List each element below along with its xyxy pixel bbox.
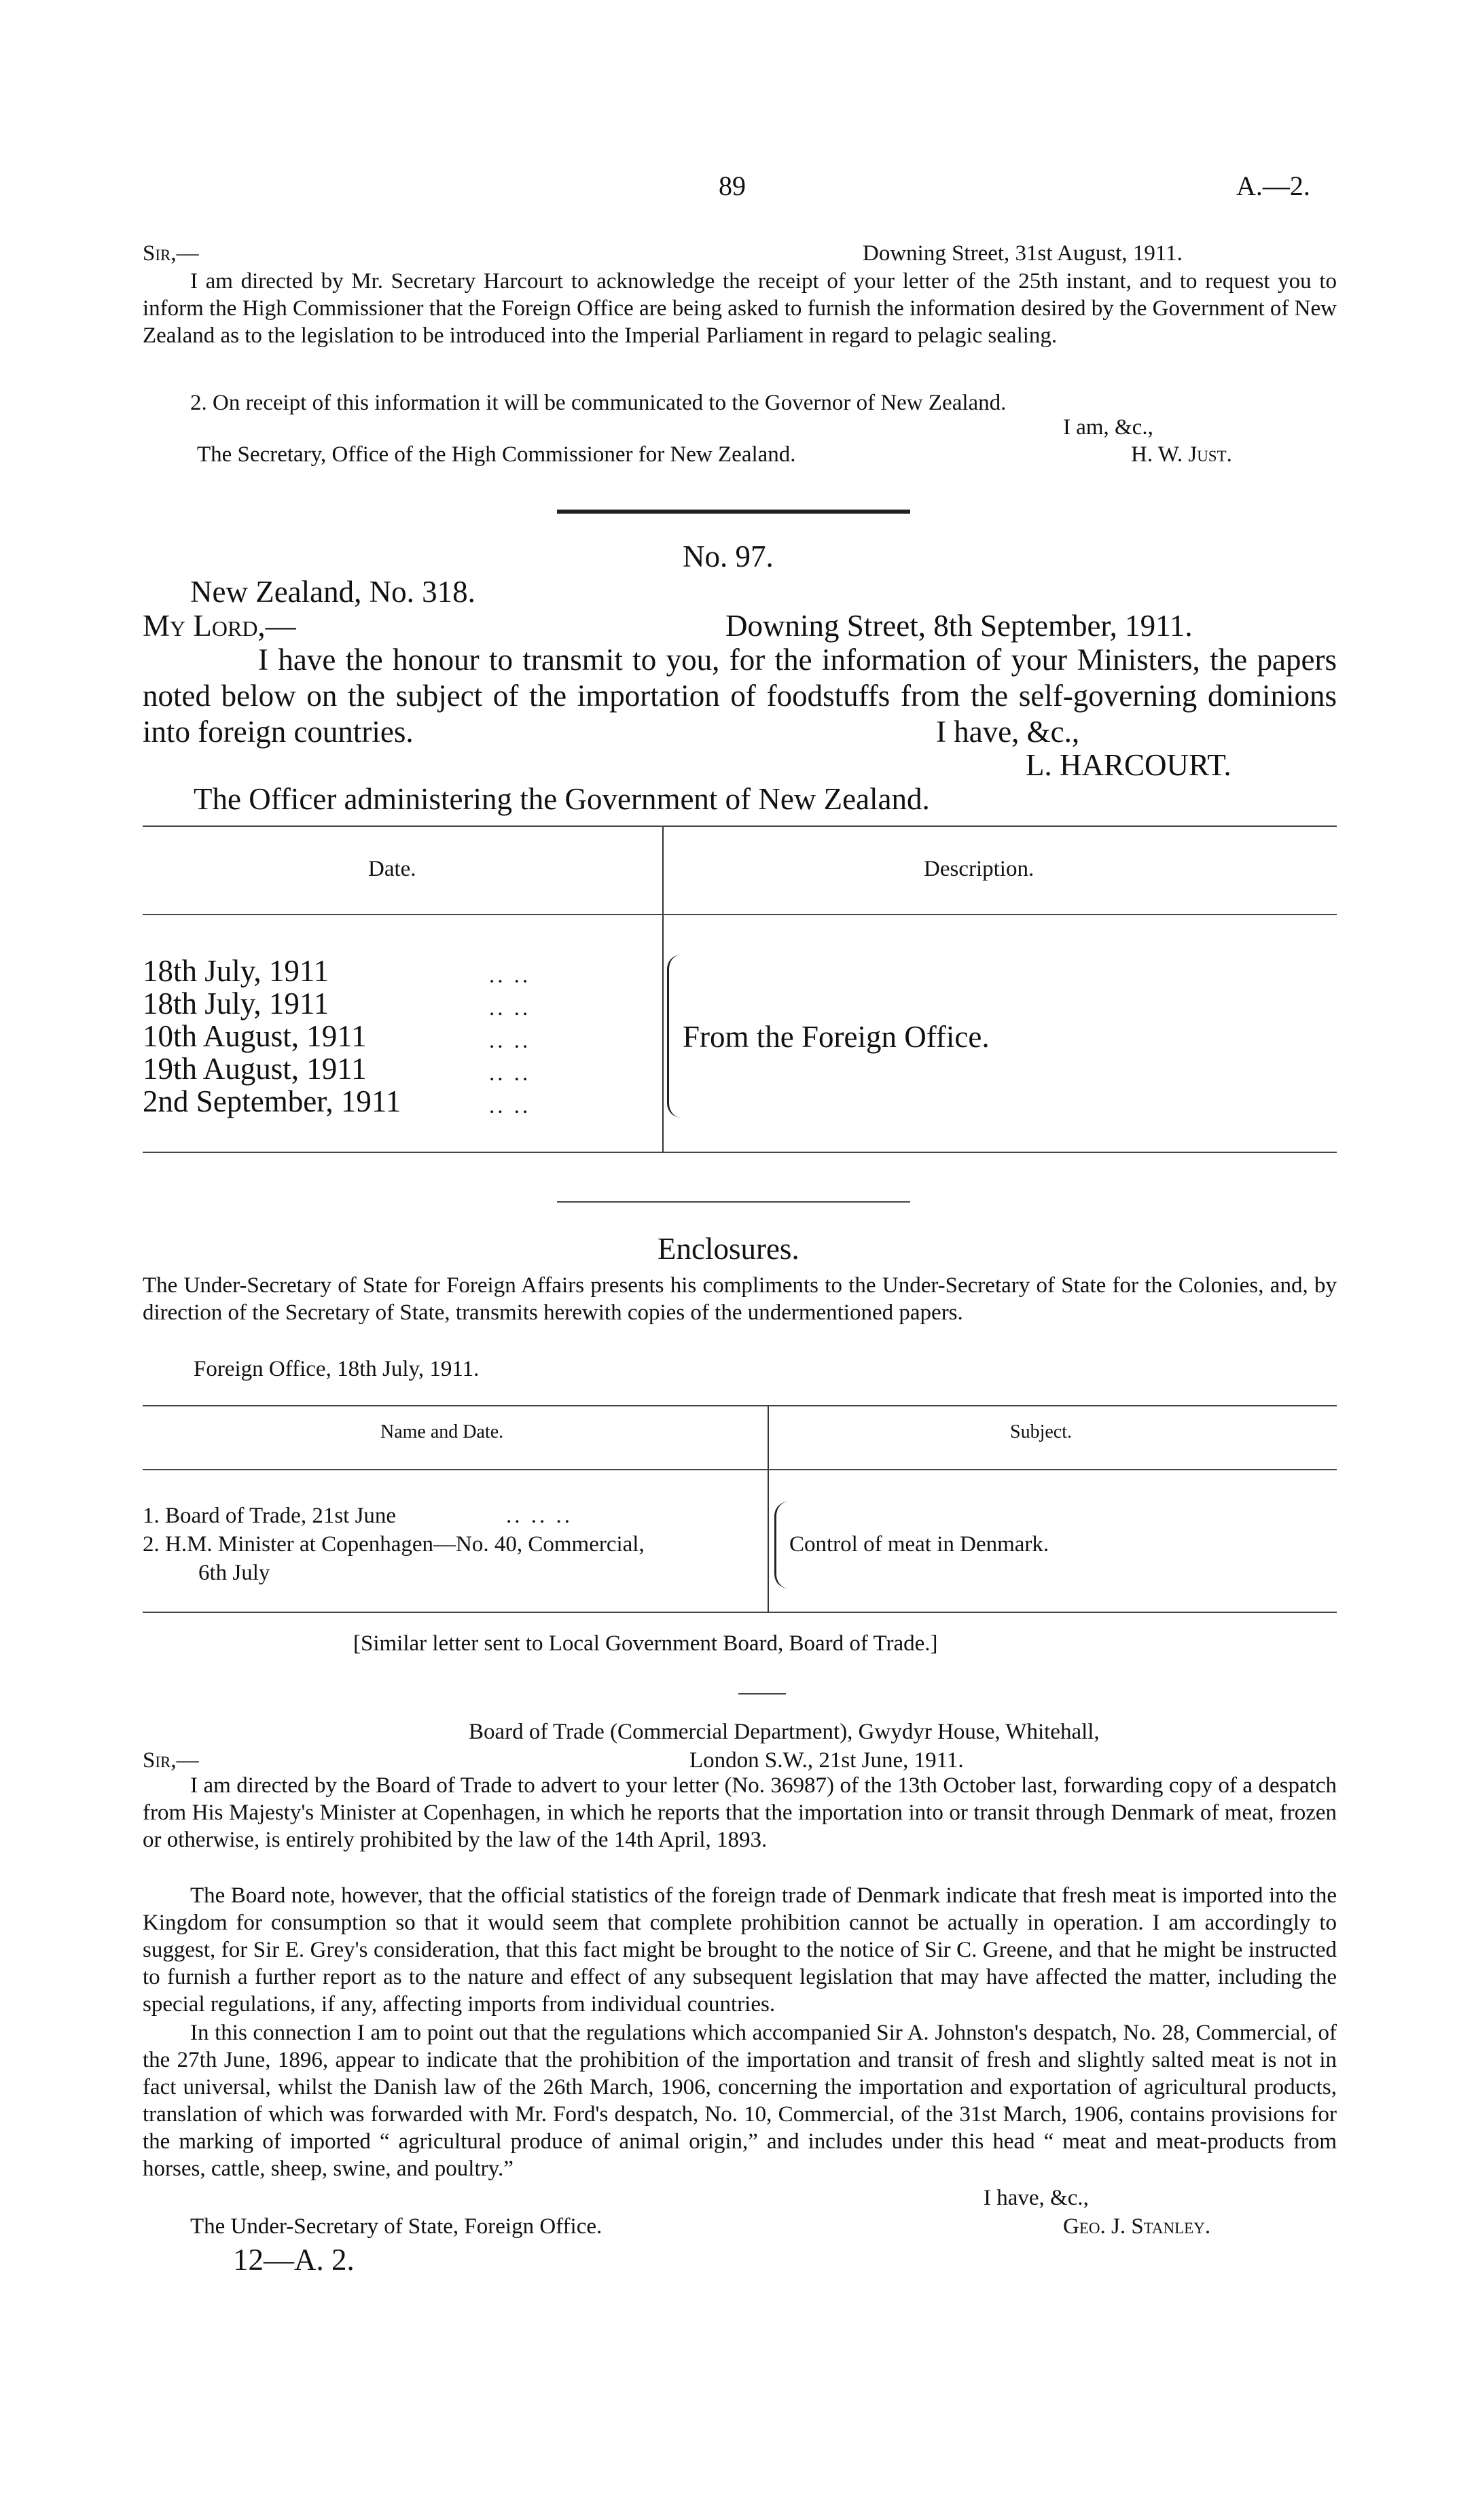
letter2-paragraph-3: In this connection I am to point out that the regulations which accompanied Sir A. Johnston's despatch, No. 28, Commercial, of the 27th June, 1896, appear to indicate that the prohibition of the importation and transit of fresh and slightly salted meat is not in fact universal, whilst the Danish law of the 26th March, 1906, concerning the importation and exportation of agricultural products, translation of which was forwarded with Mr. Ford's despatch, No. 10, Commercial, of the 31st March, 1906, contains provisions for the marking of imported “ agricultural produce of animal origin,” and includes under this head “ meat and meat-products from horses, cattle, sheep, swine, and poultry.” xyxy=(143,2021,1337,2181)
short-divider xyxy=(738,1693,786,1694)
letter1-paragraph-2: 2. On receipt of this information it will be communicated to the Governor of New Zealand. xyxy=(190,391,1007,415)
despatch-reference: New Zealand, No. 318. xyxy=(190,575,475,609)
table2-subject: Control of meat in Denmark. xyxy=(789,1532,1049,1557)
table2-column-divider xyxy=(768,1406,769,1612)
table1-leader: .. .. xyxy=(489,1094,531,1118)
despatch-closing: I have, &c., xyxy=(936,715,1080,749)
table1-date: 18th July, 1911 xyxy=(143,954,329,988)
letter1-addressee: The Secretary, Office of the High Commissioner for New Zealand. xyxy=(197,442,796,467)
table2-header-name-date: Name and Date. xyxy=(380,1421,504,1442)
despatch-signature: L. HARCOURT. xyxy=(1026,748,1231,782)
table1-date: 2nd September, 1911 xyxy=(143,1084,401,1118)
letter1-paragraph-1: I am directed by Mr. Secretary Harcourt to acknowledge the receipt of your letter of the 25th instant, and to request you to inform the High Commissioner that the Foreign Office are being asked to furnish the information desired by the Government of New Zealand as to the legislation to be introduced into the Imperial Parliament in regard to pelagic sealing. xyxy=(143,269,1337,348)
letter1-signature: H. W. Just. xyxy=(1131,442,1232,467)
letter2-paragraph-2: The Board note, however, that the official statistics of the foreign trade of Denmark indicate that fresh meat is imported into the Kingdom for consumption so that it would seem that complete prohibition cannot be actually in operation. I am accordingly to suggest, for Sir E. Grey's consideration, that this fact might be brought to the notice of Sir C. Greene, and that he might be instructed to furnish a further report as to the nature and effect of any subsequent legislation that may have affected the matter, including the special regulations, if any, affecting imports from individual countries. xyxy=(143,1883,1337,2017)
table1-leader: .. .. xyxy=(489,963,531,988)
despatch-body: I have the honour to transmit to you, for the information of your Ministers, the papers noted below on the subject of the importation of foodstuffs from the self-governing dominions into foreign countries. xyxy=(143,643,1337,749)
table1-header-description: Description. xyxy=(924,857,1034,881)
table1-leader: .. .. xyxy=(489,1061,531,1086)
table1-date: 19th August, 1911 xyxy=(143,1052,367,1086)
despatch-salutation: My Lord,— xyxy=(143,609,296,643)
series-label: A.—2. xyxy=(1236,171,1310,201)
table2-row-1: 1. Board of Trade, 21st June xyxy=(143,1504,397,1528)
table2-row-2: 2. H.M. Minister at Copenhagen—No. 40, Commercial, xyxy=(143,1532,645,1557)
letter1-salutation: Sir,— xyxy=(143,241,199,266)
section-divider-short xyxy=(557,1201,910,1203)
enclosures-heading: Enclosures. xyxy=(658,1232,799,1266)
table1-brace xyxy=(667,955,681,1118)
table1-leader: .. .. xyxy=(489,1029,531,1053)
letter1-address-date: Downing Street, 31st August, 1911. xyxy=(863,241,1183,266)
letter2-addressee: The Under-Secretary of State, Foreign Office. xyxy=(190,2214,602,2239)
despatch-number: No. 97. xyxy=(683,539,774,573)
table1-date: 10th August, 1911 xyxy=(143,1019,367,1053)
despatch-addressee: The Officer administering the Government of New Zealand. xyxy=(194,782,930,816)
letter2-salutation: Sir,— xyxy=(143,1748,199,1773)
enclosures-intro: The Under-Secretary of State for Foreign Affairs presents his compliments to the Under-Secretary of State for the Colonies, and, by direction of the Secretary of State, transmits herewith copies of the undermentioned papers. xyxy=(143,1273,1337,1325)
table1-header-rule xyxy=(143,914,1337,915)
signature-mark: 12—A. 2. xyxy=(233,2243,355,2277)
table1-bottom-rule xyxy=(143,1152,1337,1153)
table1-leader: .. .. xyxy=(489,996,531,1021)
table2-top-rule xyxy=(143,1405,1337,1406)
letter2-paragraph-1: I am directed by the Board of Trade to advert to your letter (No. 36987) of the 13th October last, forwarding copy of a despatch from His Majesty's Minister at Copenhagen, in which he reports that the importation into or transit through Denmark of meat, frozen or otherwise, is entirely prohibited by the law of the 14th April, 1893. xyxy=(143,1773,1337,1852)
letter2-signature: Geo. J. Stanley. xyxy=(1063,2214,1211,2239)
table1-top-rule xyxy=(143,826,1337,827)
letter2-closing: I have, &c., xyxy=(984,2186,1089,2210)
despatch-address-date: Downing Street, 8th September, 1911. xyxy=(725,609,1193,643)
table1-header-date: Date. xyxy=(368,857,416,881)
enclosures-place-date: Foreign Office, 18th July, 1911. xyxy=(194,1357,480,1381)
page-number: 89 xyxy=(719,171,746,201)
table2-row-1-leader: .. .. .. xyxy=(506,1504,573,1528)
table1-description: From the Foreign Office. xyxy=(683,1020,990,1054)
letter2-address-line-1: Board of Trade (Commercial Department), Gwydyr House, Whitehall, xyxy=(469,1720,1100,1744)
table1-column-divider xyxy=(662,827,664,1152)
letter2-address-line-2: London S.W., 21st June, 1911. xyxy=(689,1748,964,1773)
table2-note: [Similar letter sent to Local Government Board, Board of Trade.] xyxy=(353,1631,938,1656)
letter1-closing: I am, &c., xyxy=(1063,415,1153,440)
table2-brace xyxy=(774,1502,789,1589)
table2-bottom-rule xyxy=(143,1612,1337,1613)
table2-header-subject: Subject. xyxy=(1010,1421,1072,1442)
table2-row-2-continued: 6th July xyxy=(198,1561,270,1585)
section-divider xyxy=(557,510,910,514)
table1-date: 18th July, 1911 xyxy=(143,987,329,1021)
table2-header-rule xyxy=(143,1469,1337,1470)
